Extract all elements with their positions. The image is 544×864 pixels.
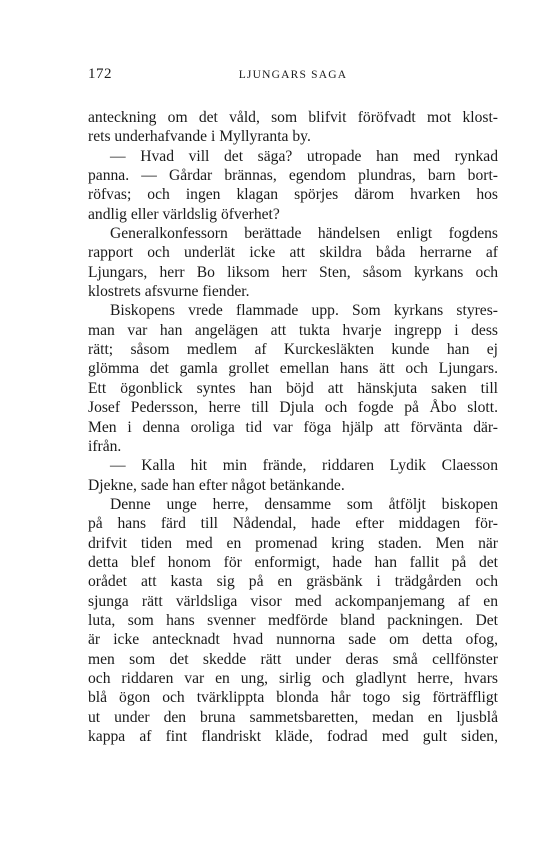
text-line: ut under den bruna sammetsbaretten, medan en ljusblå xyxy=(88,708,498,726)
text-line: glömma det gamla grollet emellan hans ätt och Ljungars. xyxy=(88,360,498,378)
body-text xyxy=(88,108,498,746)
text-line: rets underhafvande i Myllyranta by. xyxy=(88,128,311,146)
text-line: panna. — Gårdar brännas, egendom plundras, barn bort- xyxy=(88,167,498,185)
text-line: Djekne, sade han efter något betänkande. xyxy=(88,476,345,494)
running-title: LJUNGARS SAGA xyxy=(238,69,348,81)
text-line: anteckning om det våld, som blifvit föröfvadt mot klost- xyxy=(88,109,498,126)
text-line: — Hvad vill det säga? utropade han med rynkad xyxy=(110,147,498,165)
text-line: på hans färd till Nådendal, hade efter middagen för- xyxy=(88,515,498,533)
text-line: Men i denna oroliga tid var föga hjälp att förvänta där- xyxy=(88,418,498,436)
text-line: man var han angelägen att tukta hvarje ingrepp i dess xyxy=(88,321,498,339)
text-line: klostrets afsvurne fiender. xyxy=(88,283,250,301)
text-line: röfvas; och ingen klagan spörjes därom hvarken hos xyxy=(88,186,498,204)
text-line: drifvit tiden med en promenad kring staden. Men när xyxy=(88,534,498,552)
text-line: ifrån. xyxy=(88,437,122,455)
text-line: men som det skedde rätt under deras små cellfönster xyxy=(88,650,498,668)
text-line: orådet att kasta sig på en gräsbänk i trädgården och xyxy=(88,573,498,591)
text-line: är icke antecknadt hvad nunnorna sade om detta ofog, xyxy=(88,631,498,649)
text-line: Ljungars, herr Bo liksom herr Sten, såsom kyrkans och xyxy=(88,263,498,281)
text-line: detta blef honom för enformigt, hade han fallit på det xyxy=(88,553,498,571)
page-header xyxy=(88,66,498,94)
page-number: 172 xyxy=(88,66,112,82)
book-page xyxy=(88,66,498,746)
text-line: Ett ögonblick syntes han böjd att hänskjuta saken till xyxy=(88,379,498,397)
text-line: blå ögon och tvärklippta blonda hår togo sig förträffligt xyxy=(88,689,498,707)
text-line: rätt; såsom medlem af Kurckesläkten kunde han ej xyxy=(88,341,498,359)
text-line: Denne unge herre, densamme som åtföljt biskopen xyxy=(110,495,498,513)
text-line: andlig eller världslig öfverhet? xyxy=(88,205,280,223)
text-line: och riddaren var en ung, sirlig och gladlynt herre, hvars xyxy=(88,669,498,687)
text-line: kappa af fint flandriskt kläde, fodrad med gult siden, xyxy=(88,728,498,745)
text-line: — Kalla hit min frände, riddaren Lydik Claesson xyxy=(110,457,498,475)
text-line: luta, som hans svenner medförde bland packningen. Det xyxy=(88,611,498,629)
text-line: Biskopens vrede flammade upp. Som kyrkans styres- xyxy=(110,302,498,320)
text-line: Josef Pedersson, herre till Djula och fogde på Åbo slott. xyxy=(88,399,498,417)
text-line: sjunga rätt världsliga visor med ackompanjemang af en xyxy=(88,592,498,610)
text-line: Generalkonfessorn berättade händelsen enligt fogdens xyxy=(110,225,498,243)
text-line: rapport och underlät icke att skildra båda herrarne af xyxy=(88,244,498,262)
